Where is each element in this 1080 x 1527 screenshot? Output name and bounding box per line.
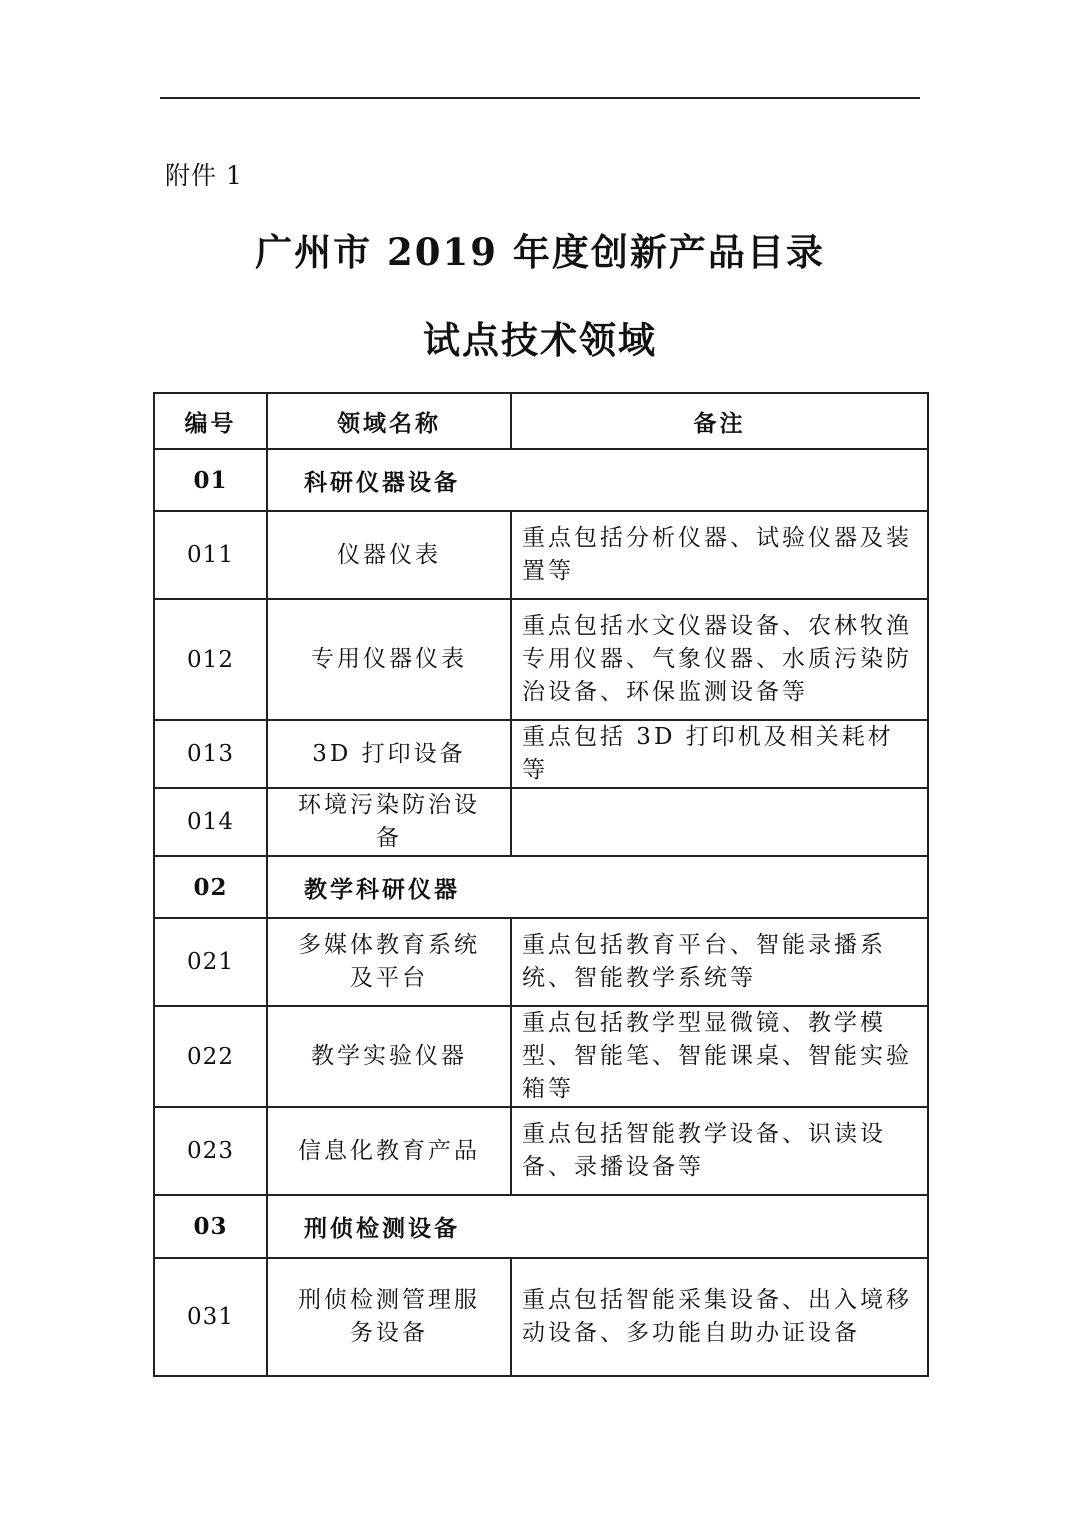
document-subtitle: 试点技术领域	[423, 318, 657, 362]
header-code: 编号	[154, 393, 267, 449]
category-row	[154, 1195, 928, 1258]
category-name: 刑侦检测设备	[267, 1195, 928, 1258]
table-row	[154, 918, 928, 1006]
table-header-row	[154, 393, 928, 449]
row-remarks: 重点包括 3D 打印机及相关耗材等	[511, 720, 928, 788]
category-name: 科研仪器设备	[267, 449, 928, 511]
row-field-name: 仪器仪表	[267, 511, 511, 599]
category-name: 教学科研仪器	[267, 856, 928, 918]
header-rule	[160, 97, 920, 99]
header-field-name: 领域名称	[267, 393, 511, 449]
row-remarks	[511, 788, 928, 856]
row-code: 011	[154, 511, 267, 599]
row-field-name: 专用仪器仪表	[267, 599, 511, 720]
document-title: 广州市 2019 年度创新产品目录	[255, 230, 825, 274]
table-row	[154, 788, 928, 856]
row-field-name: 3D 打印设备	[267, 720, 511, 788]
table-row	[154, 511, 928, 599]
row-remarks: 重点包括分析仪器、试验仪器及装置等	[511, 511, 928, 599]
row-remarks: 重点包括教育平台、智能录播系统、智能教学系统等	[511, 918, 928, 1006]
row-code: 022	[154, 1006, 267, 1107]
row-code: 021	[154, 918, 267, 1006]
catalog-table	[153, 392, 929, 1377]
attachment-label: 附件 1	[165, 161, 243, 190]
row-code: 013	[154, 720, 267, 788]
table-row	[154, 599, 928, 720]
header-remarks: 备注	[511, 393, 928, 449]
row-field-name: 信息化教育产品	[267, 1107, 511, 1195]
row-remarks: 重点包括智能采集设备、出入境移动设备、多功能自助办证设备	[511, 1258, 928, 1376]
category-code: 03	[154, 1195, 267, 1258]
row-code: 014	[154, 788, 267, 856]
row-field-name: 多媒体教育系统及平台	[267, 918, 511, 1006]
table-row	[154, 1258, 928, 1376]
row-remarks: 重点包括智能教学设备、识读设备、录播设备等	[511, 1107, 928, 1195]
category-code: 02	[154, 856, 267, 918]
row-field-name: 环境污染防治设备	[267, 788, 511, 856]
table-row	[154, 1107, 928, 1195]
row-field-name: 刑侦检测管理服务设备	[267, 1258, 511, 1376]
row-code: 012	[154, 599, 267, 720]
row-field-name: 教学实验仪器	[267, 1006, 511, 1107]
table-row	[154, 1006, 928, 1107]
table-row	[154, 720, 928, 788]
row-remarks: 重点包括水文仪器设备、农林牧渔专用仪器、气象仪器、水质污染防治设备、环保监测设备等	[511, 599, 928, 720]
row-code: 031	[154, 1258, 267, 1376]
row-remarks: 重点包括教学型显微镜、教学模型、智能笔、智能课桌、智能实验箱等	[511, 1006, 928, 1107]
category-code: 01	[154, 449, 267, 511]
category-row	[154, 856, 928, 918]
row-code: 023	[154, 1107, 267, 1195]
category-row	[154, 449, 928, 511]
